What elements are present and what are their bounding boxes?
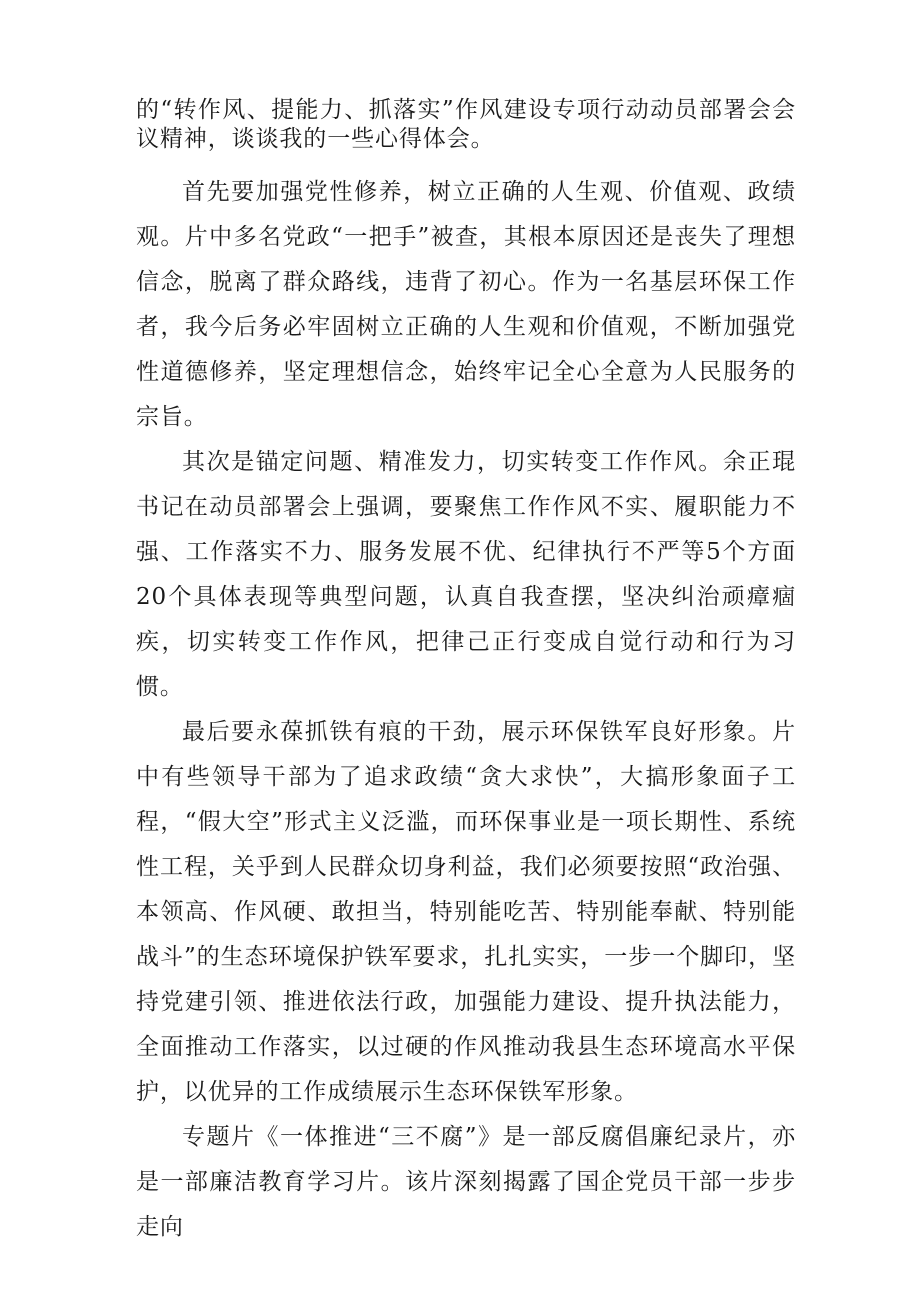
paragraph-continued: 的“转作风、提能力、抓落实”作风建设专项行动动员部署会会议精神，谈谈我的一些心得体会。 [136,97,796,152]
paragraph-party-spirit: 首先要加强党性修养，树立正确的人生观、价值观、政绩观。片中多名党政“一把手”被查，其根本原因还是丧失了理想信念，脱离了群众路线，违背了初心。作为一名基层环保工作者，我今后务必牢固树立正确的人生观和价值观，不断加强党性道德修养，坚定理想信念，始终牢记全心全意为人民服务的宗旨。 [136,179,796,430]
paragraph-iron-army: 最后要永葆抓铁有痕的干劲，展示环保铁军良好形象。片中有些领导干部为了追求政绩“贪大求快”，大搞形象面子工程，“假大空”形式主义泛滥，而环保事业是一项长期性、系统性工程，关乎到人民群众切身利益，我们必须要按照“政治强、本领高、作风硬、敢担当，特别能吃苦、特别能奉献、特别能战斗”的生态环境保护铁军要求，扎扎实实，一步一个脚印，坚持党建引领、推进依法行政，加强能力建设、提升执法能力，全面推动工作落实，以过硬的作风推动我县生态环境高水平保护，以优异的工作成绩展示生态环保铁军形象。 [136,719,796,1105]
document-body [136,96,796,1250]
paragraph-work-style: 其次是锚定问题、精准发力，切实转变工作作风。余正琨书记在动员部署会上强调，要聚焦工作作风不实、履职能力不强、工作落实不力、服务发展不优、纪律执行不严等5个方面20个具体表现等典型问题，认真自我查摆，坚决纠治顽瘴痼疾，切实转变工作作风，把律己正行变成自觉行动和行为习惯。 [136,449,796,700]
paragraph-documentary: 专题片《一体推进“三不腐”》是一部反腐倡廉纪录片，亦是一部廉洁教育学习片。该片深刻揭露了国企党员干部一步步走向 [136,1124,796,1240]
